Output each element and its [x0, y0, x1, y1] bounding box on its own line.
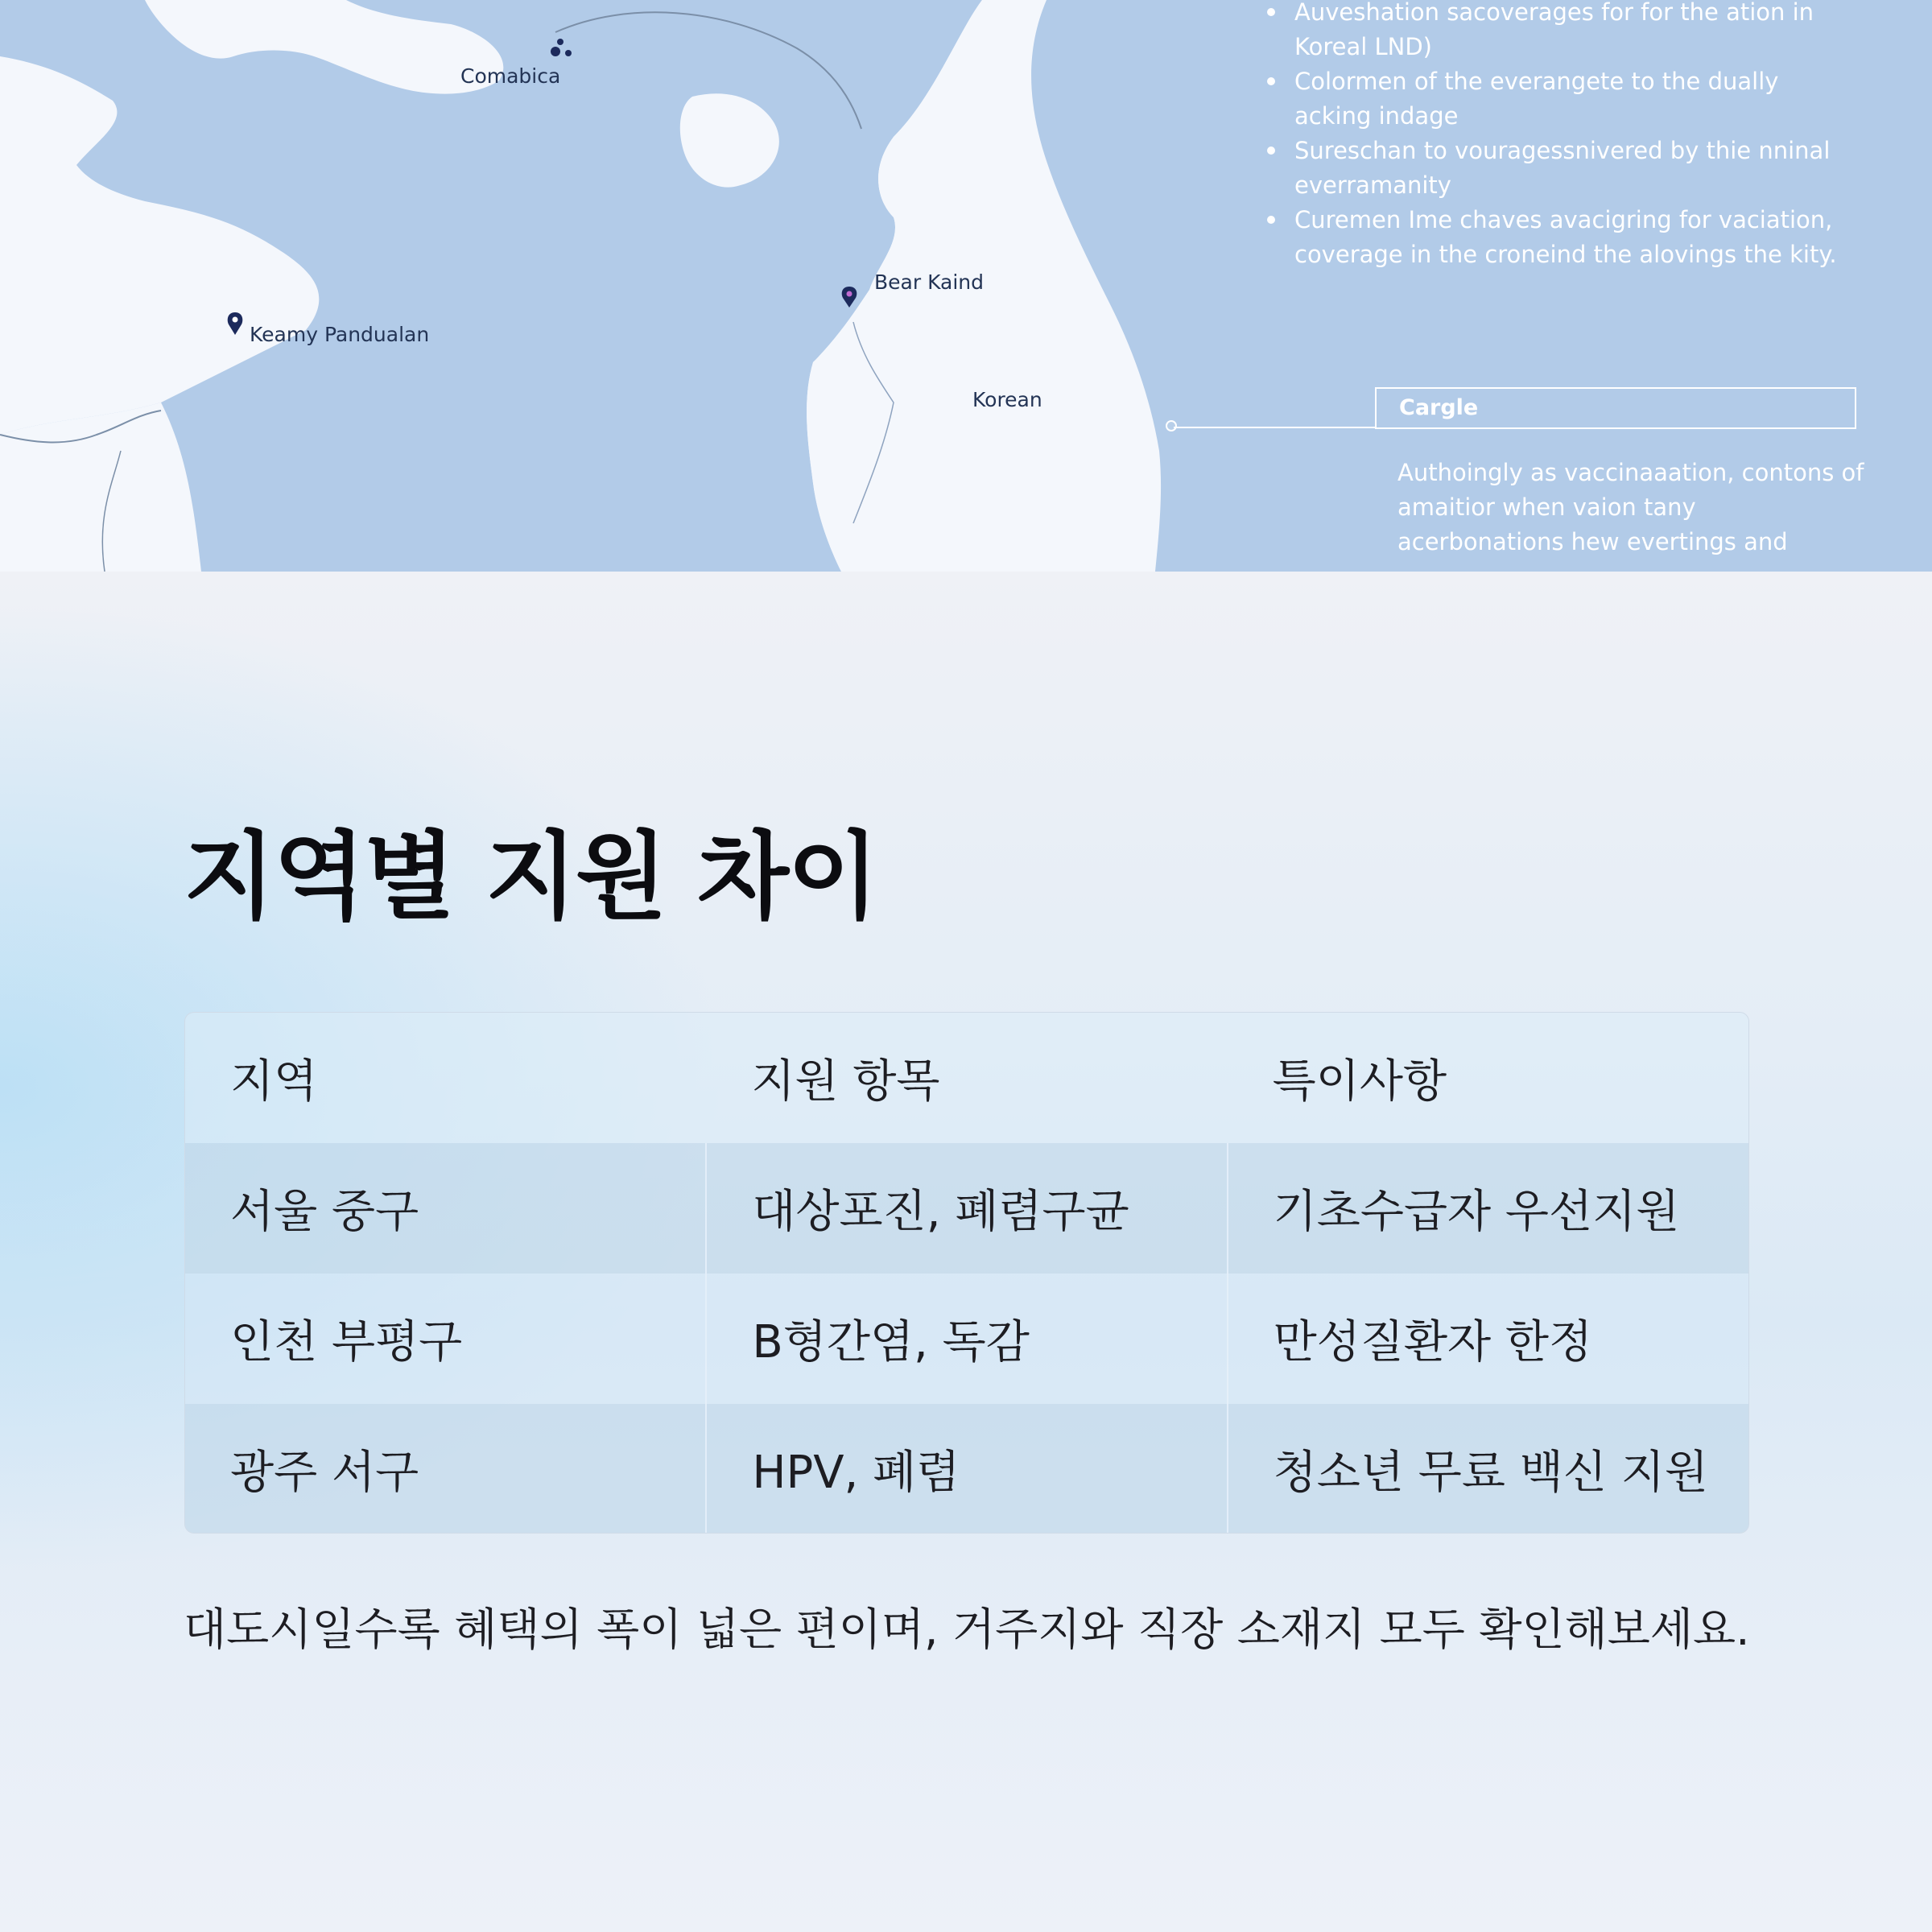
map-bullet: Auveshation sacoverages for for the ation in Koreal LND) — [1264, 0, 1843, 64]
column-header-notes: 특이사항 — [1272, 1055, 1447, 1108]
callout-body: Authoingly as vaccinaaation, contons of amaitior when vaion tany acerbonations hew evertings and — [1397, 459, 1864, 555]
table-row — [185, 1274, 1748, 1404]
table-cell-items: 대상포진, 폐렴구균 — [706, 1143, 1227, 1274]
table-cell-notes: 청소년 무료 백신 지원 — [1228, 1404, 1748, 1534]
callout-anchor-dot — [1166, 420, 1177, 431]
map-label-keamy-pandualan: Keamy Pandualan — [250, 323, 430, 346]
section-title: 지역별 지원 차이 — [184, 821, 878, 932]
map-bullet: Colormen of the everangete to the dually acking indage — [1264, 64, 1843, 134]
column-header-items: 지원 항목 — [751, 1055, 940, 1108]
content-section — [0, 572, 1932, 1932]
table-cell-items: HPV, 폐렴 — [706, 1404, 1227, 1534]
table-cell-notes: 기초수급자 우선지원 — [1228, 1143, 1748, 1274]
table-header-row — [185, 1013, 1748, 1143]
column-header-region: 지역 — [230, 1055, 318, 1108]
map-label-comabica: Comabica — [460, 64, 561, 88]
footnote-text: 대도시일수록 혜택의 폭이 넓은 편이며, 거주지와 직장 소재지 모두 확인해보세요. — [184, 1604, 1750, 1655]
table-cell-notes: 만성질환자 한정 — [1228, 1274, 1748, 1404]
table-cell-items: B형간염, 독감 — [706, 1274, 1227, 1404]
table-row — [185, 1143, 1748, 1274]
map-bullet: Curemen Ime chaves avacigring for vaciation, coverage in the croneind the alovings the kity. — [1264, 203, 1843, 272]
map-bullet: Sureschan to vouragessnivered by thie nninal everramanity — [1264, 134, 1843, 203]
pin-keamy-pandualan — [228, 312, 243, 335]
support-table — [184, 1012, 1749, 1534]
land-southwest — [0, 402, 201, 572]
table-row — [185, 1404, 1748, 1534]
map-image — [0, 0, 1932, 572]
callout-connector — [1174, 427, 1375, 428]
map-callout-box — [1375, 387, 1856, 429]
callout-title: Cargle — [1399, 395, 1479, 420]
map-label-bear-kaind: Bear Kaind — [874, 270, 985, 294]
map-bullet-list — [1264, 0, 1843, 272]
table-cell-region: 서울 중구 — [185, 1143, 706, 1274]
map-label-korean: Korean — [972, 388, 1042, 411]
table-cell-region: 광주 서구 — [185, 1404, 706, 1534]
table-cell-region: 인천 부평구 — [185, 1274, 706, 1404]
